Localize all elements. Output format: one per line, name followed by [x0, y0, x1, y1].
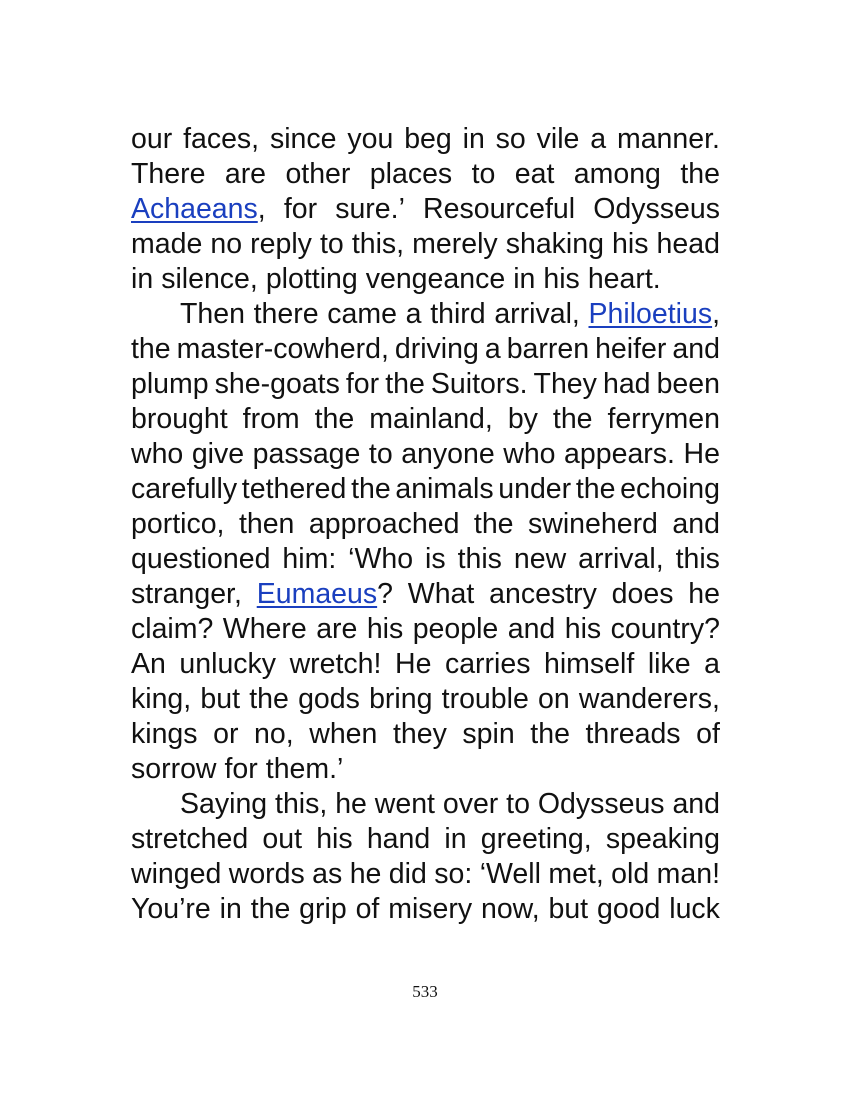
- text-line: portico, then approached the swineherd and: [131, 508, 720, 540]
- text-line: made no reply to this, merely shaking his head: [131, 228, 720, 260]
- text-line: An unlucky wretch! He carries himself like a: [131, 648, 720, 680]
- text-line: the master-cowherd, driving a barren heifer and: [131, 333, 720, 365]
- text-line: winged words as he did so: ‘Well met, old man!: [131, 858, 720, 890]
- link-philoetius[interactable]: Philoetius: [588, 298, 713, 330]
- body-text: [131, 122, 720, 927]
- link-eumaeus[interactable]: Eumaeus: [256, 578, 378, 610]
- text-line: plump she-goats for the Suitors. They had been: [131, 368, 720, 400]
- text-line: who give passage to anyone who appears. He: [131, 438, 720, 470]
- text-line: Saying this, he went over to Odysseus and: [180, 788, 720, 820]
- text-line: There are other places to eat among the: [131, 158, 720, 190]
- text-line: questioned him: ‘Who is this new arrival, this: [131, 543, 720, 575]
- text-line: kings or no, when they spin the threads of: [131, 718, 720, 750]
- text-line: carefully tethered the animals under the echoing: [131, 473, 720, 505]
- text-line: You’re in the grip of misery now, but good luck: [131, 893, 720, 925]
- text-line: our faces, since you beg in so vile a manner.: [131, 123, 720, 155]
- text-line: king, but the gods bring trouble on wanderers,: [131, 683, 720, 715]
- text-line: in silence, plotting vengeance in his heart.: [131, 263, 661, 295]
- text-line: Achaeans, for sure.’ Resourceful Odysseus: [131, 193, 720, 225]
- link-achaeans[interactable]: Achaeans: [131, 193, 258, 225]
- page-number: 533: [412, 982, 438, 1001]
- text-line: claim? Where are his people and his country?: [131, 613, 720, 645]
- text-line: Then there came a third arrival, Philoetius,: [180, 298, 720, 330]
- text-line: stretched out his hand in greeting, speaking: [131, 823, 720, 855]
- text-line: brought from the mainland, by the ferrymen: [131, 403, 720, 435]
- text-line: stranger, Eumaeus? What ancestry does he: [131, 578, 720, 610]
- text-line: sorrow for them.’: [131, 753, 344, 785]
